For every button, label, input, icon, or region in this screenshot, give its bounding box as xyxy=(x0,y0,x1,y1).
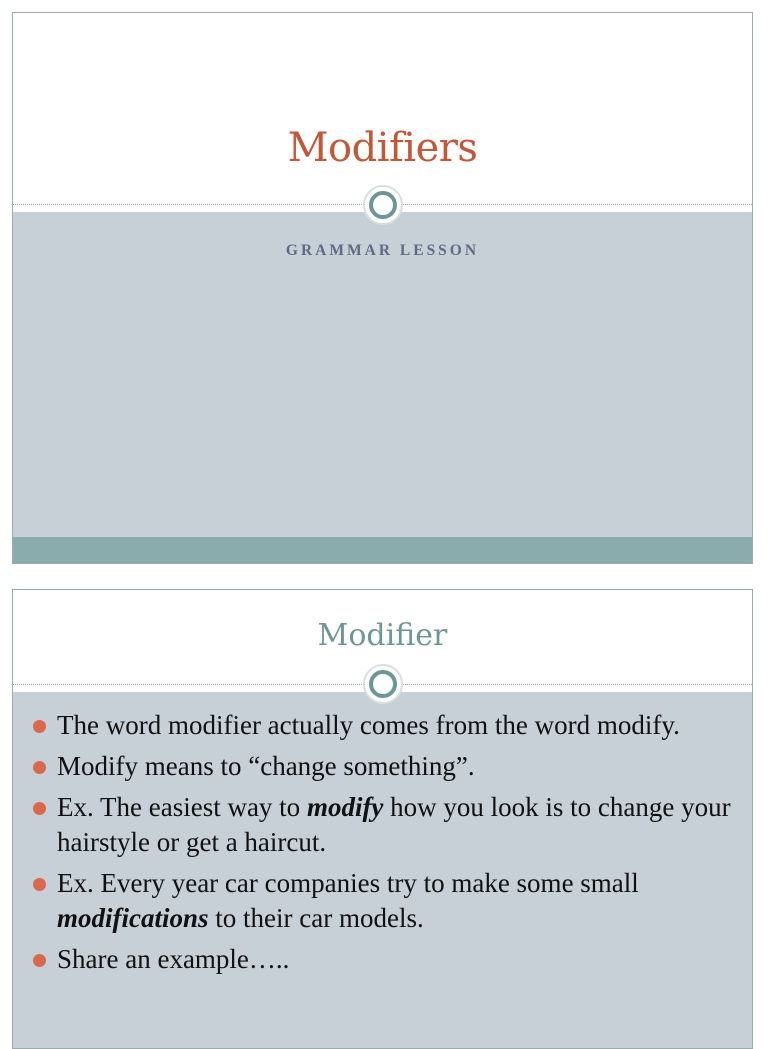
bullet-item xyxy=(33,708,742,743)
content-slide xyxy=(12,589,753,1049)
bullet-text: Ex. The easiest way to xyxy=(57,792,307,822)
emphasis-word: modify xyxy=(306,792,384,822)
bullet-item xyxy=(33,749,742,784)
slide-title: Modifier xyxy=(317,618,448,653)
bullet-text: Modify means to “change something”. xyxy=(57,751,475,781)
bullet-dot-icon xyxy=(33,720,46,733)
ring-ornament-icon xyxy=(363,185,403,225)
bullet-text: how you look is to change your hairstyle or get a haircut. xyxy=(57,792,731,857)
ring-ornament-icon xyxy=(363,664,403,704)
bullet-dot-icon xyxy=(33,878,46,891)
slide-subtitle: GRAMMAR LESSON xyxy=(285,242,480,259)
footer-bar xyxy=(13,537,752,564)
slide-title: Modifiers xyxy=(287,125,478,171)
bullet-text: Ex. Every year car companies try to make some small xyxy=(57,868,639,898)
bullet-text: Share an example….. xyxy=(57,944,290,974)
bullet-item xyxy=(33,942,742,977)
title-slide xyxy=(12,12,753,564)
bullet-dot-icon xyxy=(33,761,46,774)
bullet-item xyxy=(33,866,742,936)
bullet-dot-icon xyxy=(33,802,46,815)
title-area xyxy=(13,13,752,212)
bullet-list xyxy=(33,708,742,983)
bullet-item xyxy=(33,790,742,860)
bullet-text: The word modifier actually comes from the word modify. xyxy=(57,710,680,740)
emphasis-word: modifications xyxy=(57,903,209,933)
bullet-dot-icon xyxy=(33,954,46,967)
bullet-text: to their car models. xyxy=(208,903,424,933)
subtitle-area xyxy=(13,212,752,537)
